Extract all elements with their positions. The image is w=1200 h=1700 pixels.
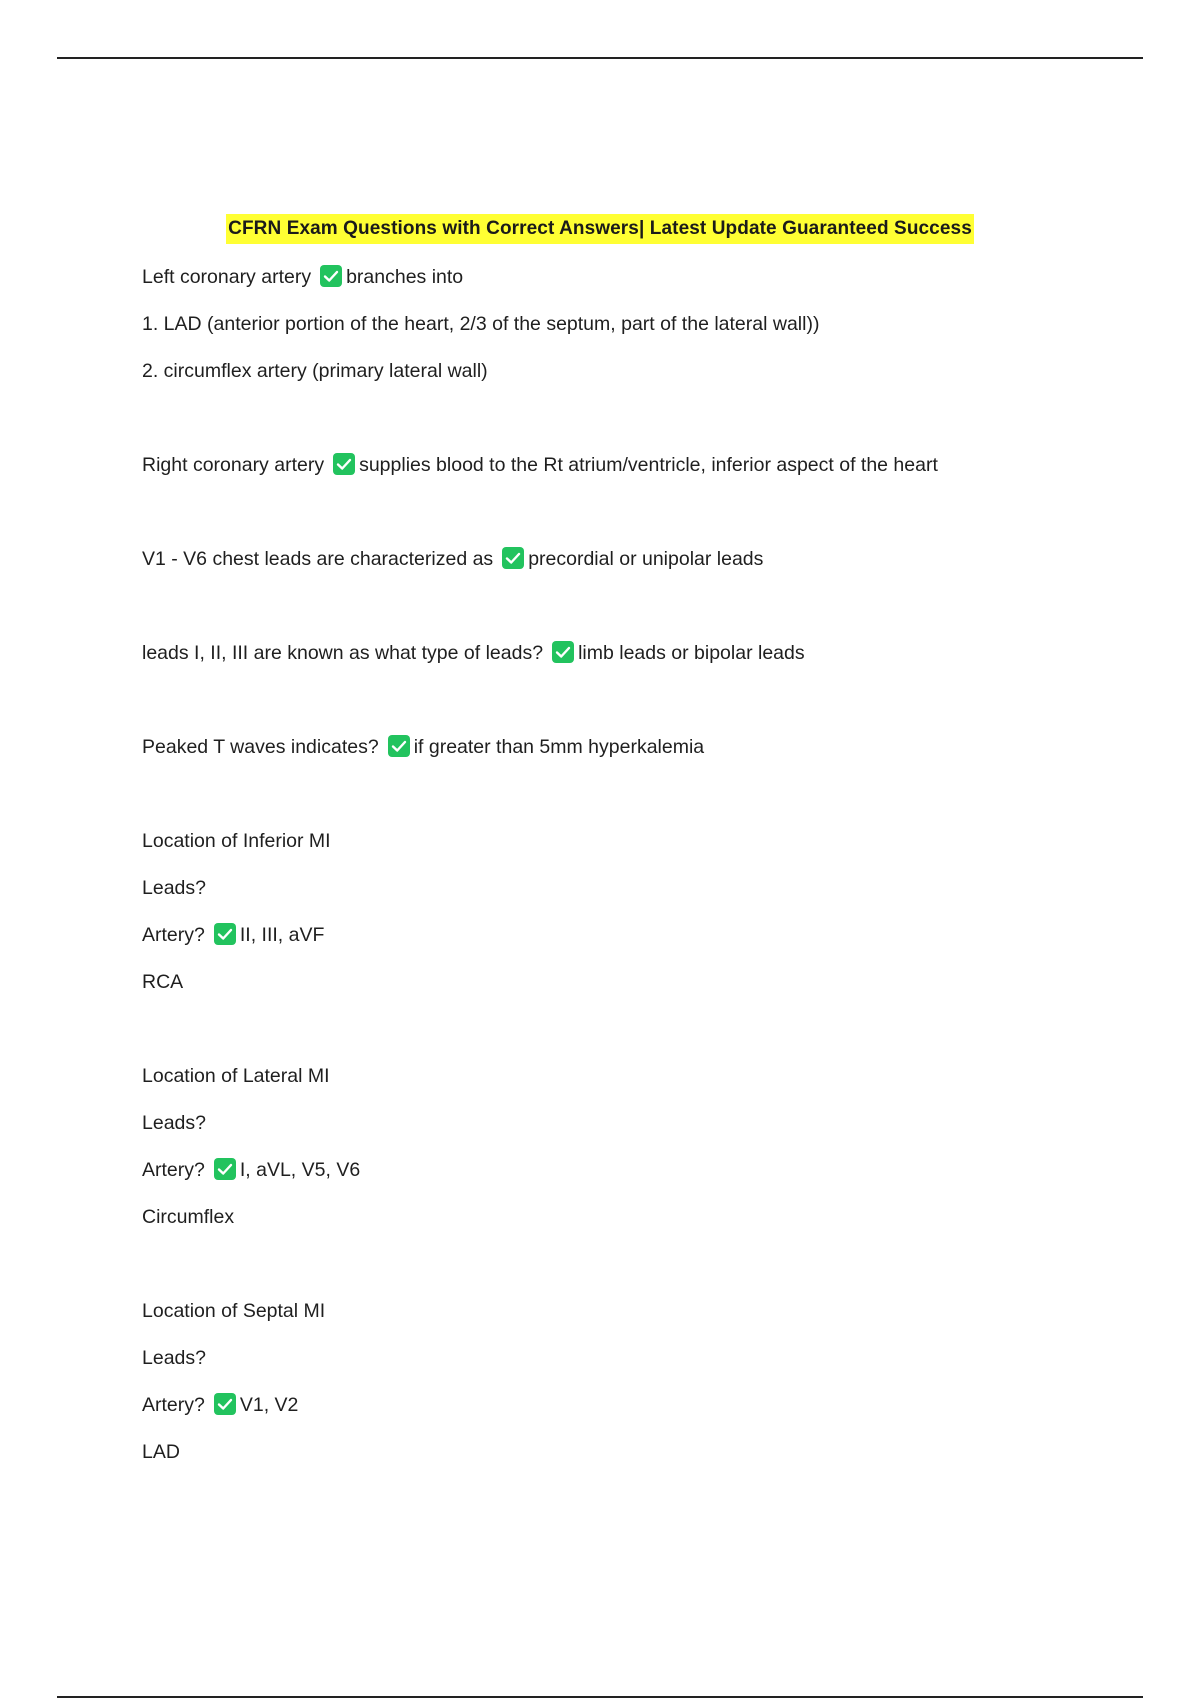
- check-mark-icon: [502, 547, 524, 569]
- question-subline: Leads?: [142, 1347, 206, 1369]
- question-heading: Location of Septal MI: [142, 1300, 326, 1322]
- qa-line: [142, 920, 1122, 950]
- answer-text: precordial or unipolar leads: [528, 548, 764, 570]
- qa-line: [142, 262, 1122, 292]
- qa-line: [142, 450, 1122, 480]
- question-text: Artery?: [142, 1159, 205, 1181]
- check-mark-icon: [214, 1158, 236, 1180]
- qa-line: [142, 732, 1122, 762]
- question-subline: Leads?: [142, 877, 206, 899]
- question-heading: Location of Inferior MI: [142, 830, 331, 852]
- answer-text: if greater than 5mm hyperkalemia: [413, 736, 705, 758]
- answer-text: II, III, aVF: [239, 924, 325, 946]
- document-title: CFRN Exam Questions with Correct Answers| Latest Update Guaranteed Success: [226, 214, 974, 244]
- footer-rule: [57, 1696, 1143, 1698]
- header-rule: [57, 57, 1143, 59]
- question-text: leads I, II, III are known as what type of leads?: [142, 642, 544, 664]
- check-mark-icon: [214, 923, 236, 945]
- question-text: Artery?: [142, 924, 205, 946]
- answer-detail: Circumflex: [142, 1206, 235, 1228]
- qa-line: [142, 638, 1122, 668]
- question-text: Artery?: [142, 1394, 205, 1416]
- check-mark-icon: [333, 453, 355, 475]
- answer-detail: RCA: [142, 971, 184, 993]
- answer-text: I, aVL, V5, V6: [239, 1159, 361, 1181]
- check-mark-icon: [214, 1393, 236, 1415]
- qa-line: [142, 1155, 1122, 1185]
- answer-text: V1, V2: [239, 1394, 299, 1416]
- question-text: Left coronary artery: [142, 266, 312, 288]
- answer-text: branches into: [346, 266, 464, 288]
- document-body: [142, 262, 1122, 1484]
- question-text: Peaked T waves indicates?: [142, 736, 379, 758]
- answer-detail: 1. LAD (anterior portion of the heart, 2/3 of the septum, part of the lateral wall)): [142, 313, 820, 335]
- check-mark-icon: [552, 641, 574, 663]
- answer-text: supplies blood to the Rt atrium/ventricle, inferior aspect of the heart: [359, 454, 938, 476]
- question-heading: Location of Lateral MI: [142, 1065, 330, 1087]
- question-subline: Leads?: [142, 1112, 206, 1134]
- qa-line: [142, 544, 1122, 574]
- check-mark-icon: [388, 735, 410, 757]
- answer-detail: LAD: [142, 1441, 180, 1463]
- qa-line: [142, 1390, 1122, 1420]
- answer-detail: 2. circumflex artery (primary lateral wall): [142, 360, 488, 382]
- document-title-wrap: [0, 214, 1200, 244]
- question-text: V1 - V6 chest leads are characterized as: [142, 548, 494, 570]
- answer-text: limb leads or bipolar leads: [578, 642, 805, 664]
- check-mark-icon: [320, 265, 342, 287]
- question-text: Right coronary artery: [142, 454, 325, 476]
